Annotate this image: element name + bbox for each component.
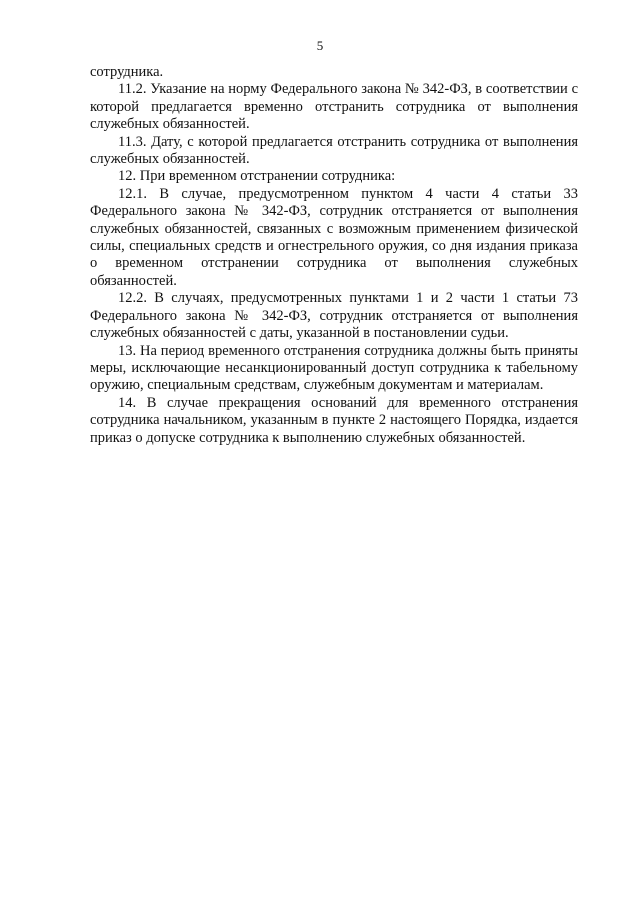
paragraph-14: 14. В случае прекращения оснований для временного отстранения сотрудника начальником, указанным в пункте 2 настоящего Порядка, издается приказ о допуске сотрудника к выполнению служебных обязанностей. bbox=[90, 394, 578, 446]
paragraph-13: 13. На период временного отстранения сотрудника должны быть приняты меры, исключающие несанкционированный доступ сотрудника к табельному оружию, специальным средствам, служебным документам и материалам. bbox=[90, 342, 578, 394]
page-number: 5 bbox=[316, 38, 324, 53]
paragraph-12: 12. При временном отстранении сотрудника: bbox=[118, 168, 396, 185]
paragraph-continuation: сотрудника. bbox=[90, 64, 164, 80]
paragraph-12-2: 12.2. В случаях, предусмотренных пунктами 1 и 2 части 1 статьи 73 Федерального закона № 342-ФЗ, сотрудник отстраняется от выполнения служебных обязанностей с даты, указанной в постановлении судьи. bbox=[90, 290, 578, 342]
document-body bbox=[90, 64, 578, 447]
paragraph-11-3: 11.3. Дату, с которой предлагается отстранить сотрудника от выполнения служебных обязанностей. bbox=[90, 133, 578, 168]
paragraph-11-2: 11.2. Указание на норму Федерального закона № 342-ФЗ, в соответствии с которой предлагается временно отстранить сотрудника от выполнения служебных обязанностей. bbox=[90, 81, 578, 133]
paragraph-12-1: 12.1. В случае, предусмотренном пунктом 4 части 4 статьи 33 Федерального закона № 342-ФЗ, сотрудник отстраняется от выполнения служебных обязанностей, связанных с возможным применением физической силы, специальных средств и огнестрельного оружия, со дня издания приказа о временном отстранении сотрудника от выполнения служебных обязанностей. bbox=[90, 185, 578, 289]
